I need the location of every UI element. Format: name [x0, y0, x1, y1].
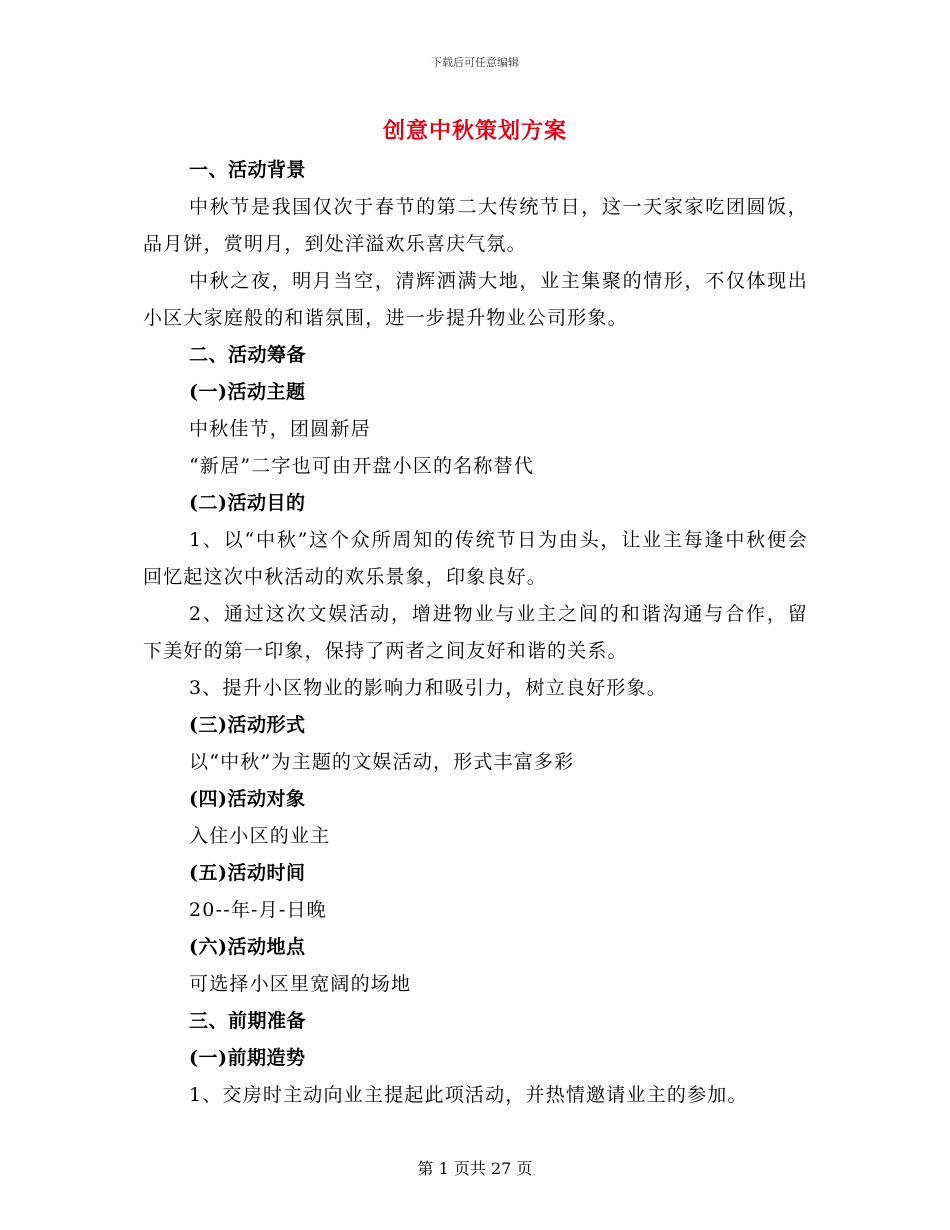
section-heading: 三、前期准备	[189, 1010, 307, 1032]
section-heading: 一、活动背景	[189, 159, 307, 181]
paragraph-line: 入住小区的业主	[189, 825, 331, 847]
paragraph-line: 可选择小区里宽阔的场地	[189, 973, 412, 995]
subsection-heading: (五)活动时间	[189, 862, 306, 884]
subsection-heading: (六)活动地点	[189, 936, 306, 958]
paragraph-line: 1、交房时主动向业主提起此项活动，并热情邀请业主的参加。	[189, 1084, 748, 1106]
section-heading: 二、活动筹备	[189, 344, 307, 366]
paragraph: 1、以“中秋”这个众所周知的传统节日为由头，让业主每逢中秋便会回忆起这次中秋活动的欢乐景象，印象良好。	[143, 529, 808, 588]
paragraph-line: 中秋佳节，团圆新居	[189, 418, 371, 440]
paragraph-line: 以“中秋”为主题的文娱活动，形式丰富多彩	[189, 751, 575, 773]
paragraph-line: “新居”二字也可由开盘小区的名称替代	[189, 455, 535, 477]
subsection-heading: (一)活动主题	[189, 381, 306, 403]
page-footer: 第 1 页共 27 页	[417, 1159, 533, 1178]
document-title: 创意中秋策划方案	[382, 118, 567, 144]
subsection-heading: (四)活动对象	[189, 788, 306, 810]
subsection-heading: (一)前期造势	[189, 1047, 306, 1069]
header-note: 下载后可任意编辑	[431, 56, 519, 69]
paragraph-line: 20--年-月-日晚	[189, 899, 327, 921]
subsection-heading: (二)活动目的	[189, 492, 306, 514]
paragraph: 中秋节是我国仅次于春节的第二大传统节日，这一天家家吃团圆饭，品月饼，赏明月，到处洋溢欢乐喜庆气氛。	[143, 196, 808, 255]
subsection-heading: (三)活动形式	[189, 714, 306, 736]
document-body	[143, 152, 808, 1114]
paragraph: 2、通过这次文娱活动，增进物业与业主之间的和谐沟通与合作，留下美好的第一印象，保持了两者之间友好和谐的关系。	[143, 603, 808, 662]
paragraph-line: 3、提升小区物业的影响力和吸引力，树立良好形象。	[189, 677, 667, 699]
paragraph: 中秋之夜，明月当空，清辉洒满大地，业主集聚的情形，不仅体现出小区大家庭般的和谐氛围，进一步提升物业公司形象。	[143, 270, 808, 329]
